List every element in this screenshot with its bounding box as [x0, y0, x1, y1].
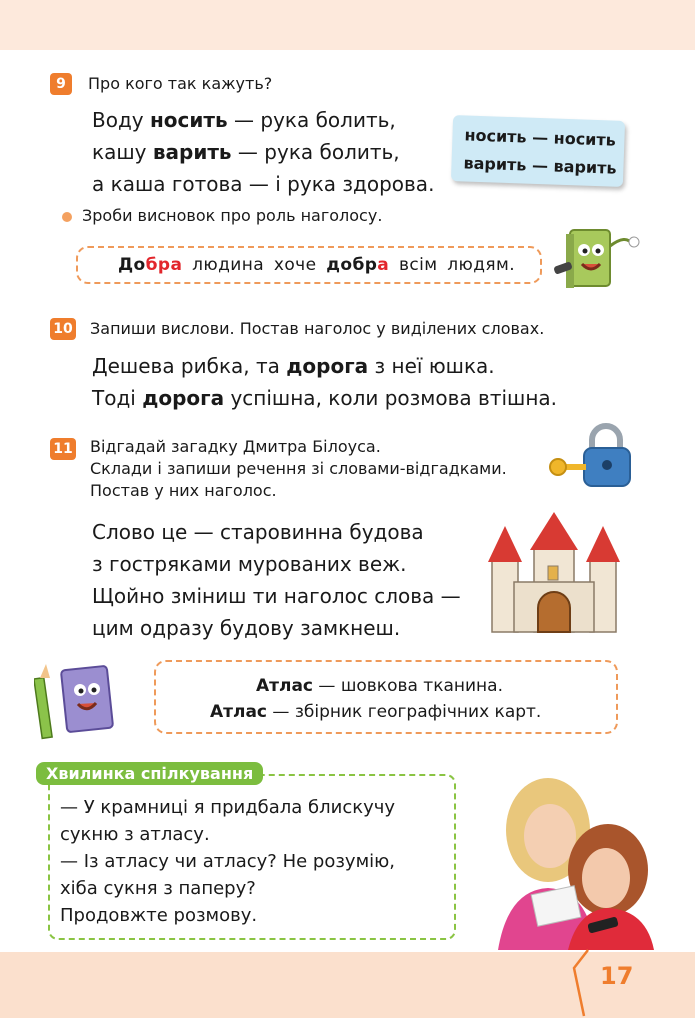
book-mascot-icon: [548, 226, 648, 296]
task11-badge: [50, 438, 76, 460]
riddle: [92, 516, 472, 644]
poem-line: а каша готова — і рука здорова.: [92, 172, 435, 196]
task9-poem: [92, 104, 452, 200]
task10-sayings: [92, 350, 592, 414]
task11-prompt: [90, 436, 550, 502]
riddle-line: цим одразу будову замкнеш.: [92, 616, 401, 640]
task10-badge: [50, 318, 76, 340]
task9-badge: [50, 73, 72, 95]
poem-line: кашу варить — рука болить,: [92, 140, 400, 164]
proverb-line: Добра людина хоче добра всім людям.: [118, 255, 516, 275]
girls-photo-icon: [478, 770, 668, 950]
poem-line: Воду носить — рука болить,: [92, 108, 396, 132]
talk-line: хіба сукня з паперу?: [60, 878, 256, 899]
prompt-line: Відгадай загадку Дмитра Білоуса.: [90, 437, 381, 456]
atlas-dash-box: [154, 660, 618, 734]
prompt-line: Склади і запиши речення зі словами-відгадками.: [90, 459, 507, 478]
top-band: [0, 0, 695, 50]
riddle-line: Щойно зміниш ти наголос слова —: [92, 584, 461, 608]
atlas-line: Атлас — збірник географічних карт.: [210, 702, 542, 722]
talk-text: [60, 794, 446, 929]
saying-line: Дешева рибка, та дорога з неї юшка.: [92, 354, 495, 378]
stress-card: [451, 115, 625, 187]
atlas-line: Атлас — шовкова тканина.: [256, 676, 503, 696]
stress-card-line: носить — носить: [464, 125, 617, 150]
task10-prompt: Запиши вислови. Постав наголос у виділених словах.: [90, 319, 545, 338]
riddle-line: Слово це — старовинна будова: [92, 520, 424, 544]
task9-prompt: Про кого так кажуть?: [88, 74, 273, 93]
lock-key-icon: [548, 420, 638, 492]
saying-line: Тоді дорога успішна, коли розмова втішна.: [92, 386, 558, 410]
stress-card-line: варить — варить: [463, 153, 617, 178]
task9-bullet-text: Зроби висновок про роль наголосу.: [82, 206, 383, 225]
bottom-band: [0, 952, 695, 1018]
task-number: 9: [50, 73, 72, 95]
talk-line: сукню з атласу.: [60, 824, 210, 845]
task9-dash-box: [76, 246, 542, 284]
page-number: 17: [600, 962, 634, 990]
talk-line: — У крамниці я придбала блискучу: [60, 797, 396, 818]
prompt-line: Постав у них наголос.: [90, 481, 277, 500]
talk-line: Продовжте розмову.: [60, 905, 258, 926]
castle-icon: [484, 508, 624, 634]
page-corner-decoration-icon: [570, 948, 590, 1018]
task-number: 10: [50, 318, 76, 340]
talk-box: [48, 774, 456, 940]
bullet-icon: [62, 212, 72, 222]
notepad-mascot-icon: [34, 658, 124, 742]
talk-line: — Із атласу чи атласу? Не розумію,: [60, 851, 396, 872]
riddle-line: з гостряками мурованих веж.: [92, 552, 407, 576]
talk-header: Хвилинка спілкування: [36, 762, 263, 785]
task-number: 11: [50, 438, 76, 460]
